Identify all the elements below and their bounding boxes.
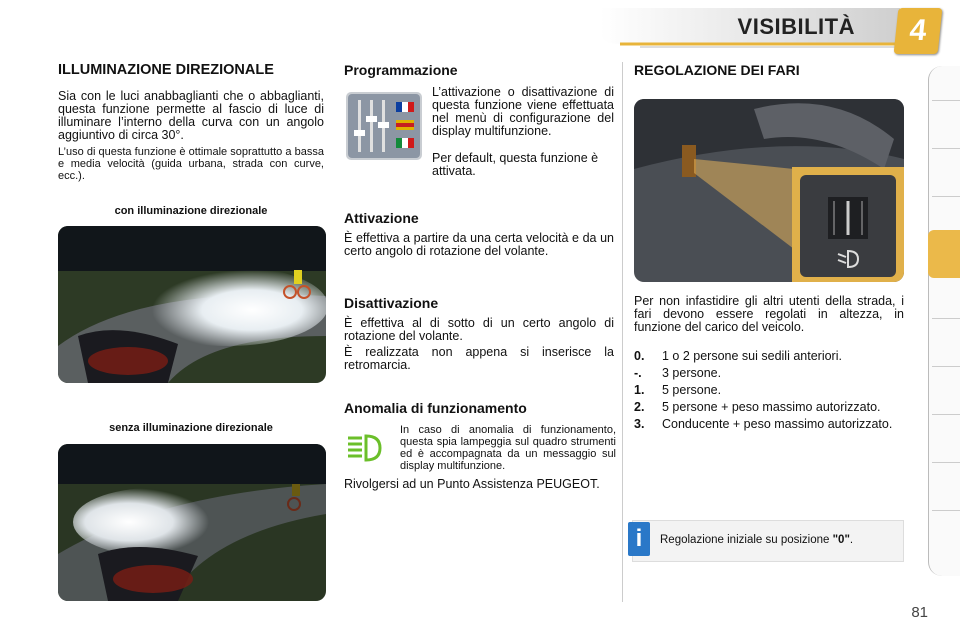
list-item-value: 1 o 2 persone sui sedili anteriori.: [662, 349, 842, 363]
list-item: [634, 401, 904, 414]
list-item-key: 1.: [634, 383, 645, 397]
column-divider: [622, 62, 623, 602]
headlamp-intro-text: Per non infastidire gli altri utenti della strada, i fari devono essere regolati in altezza, in funzione del carico del veicolo.: [634, 294, 904, 334]
programming-text: L’attivazione o disattivazione di questa funzione viene effettuata nel menù di configurazione del display multifunzione.: [432, 85, 614, 138]
list-item: [634, 384, 904, 397]
list-item: [634, 350, 904, 363]
chapter-number-badge: 4: [894, 8, 943, 54]
caption-without-directional: senza illuminazione direzionale: [109, 422, 273, 434]
tab-divider: [932, 148, 960, 149]
malfunction-contact-text: Rivolgersi ad un Punto Assistenza PEUGEOT.: [344, 477, 600, 491]
section-title-activation: Attivazione: [344, 210, 419, 226]
photo-without-directional-lighting: [58, 444, 326, 601]
chapter-title: VISIBILITÀ: [737, 14, 855, 39]
list-item: [634, 418, 904, 431]
directional-intro-text: Sia con le luci anabbaglianti che o abbaglianti, questa funzione permette al fascio di luce di illuminare l’interno della curva con un angolo aggiuntivo di circa 30°.: [58, 89, 324, 142]
chapter-tab-active[interactable]: [928, 230, 960, 278]
photo-with-directional-lighting: [58, 226, 326, 383]
section-title-deactivation: Disattivazione: [344, 295, 439, 311]
info-note-label: Regolazione iniziale su posizione: [660, 534, 833, 546]
page-number: 81: [911, 604, 928, 621]
chapter-tabs-rail: [928, 66, 960, 576]
programming-default-text: Per default, questa funzione è attivata.: [432, 151, 599, 178]
list-item-key: 2.: [634, 400, 645, 414]
directional-usage-text: L’uso di questa funzione è ottimale soprattutto a bassa e media velocità (guida urbana, strada con curve, ecc.).: [58, 146, 324, 182]
section-title-headlamp-adjustment: REGOLAZIONE DEI FARI: [634, 62, 800, 78]
tab-divider: [932, 414, 960, 415]
tab-divider: [932, 462, 960, 463]
activation-text: È effettiva a partire da una certa velocità e da un certo angolo di rotazione del volante.: [344, 231, 614, 258]
list-item: [634, 367, 904, 380]
settings-sliders-flags-icon: [346, 92, 422, 160]
list-item-key: -.: [634, 366, 642, 380]
deactivation-text-2: È realizzata non appena si inserisce la retromarcia.: [344, 345, 614, 372]
list-item-key: 0.: [634, 349, 645, 363]
list-item-value: Conducente + peso massimo autorizzato.: [662, 417, 893, 431]
tab-divider: [932, 100, 960, 101]
tab-divider: [932, 196, 960, 197]
tab-divider: [932, 510, 960, 511]
info-note-end: .: [849, 534, 854, 546]
list-item-value: 5 persone.: [662, 383, 722, 397]
deactivation-text-1: È effettiva al di sotto di un certo angolo di rotazione del volante.: [344, 316, 614, 343]
info-icon: i: [628, 522, 650, 556]
list-item-key: 3.: [634, 417, 645, 431]
load-positions-list: [634, 350, 904, 431]
info-note-text: [660, 534, 853, 546]
section-title-programming: Programmazione: [344, 62, 458, 78]
caption-with-directional: con illuminazione direzionale: [114, 205, 268, 217]
malfunction-text: In caso di anomalia di funzionamento, questa spia lampeggia sul quadro strumenti ed è accompagnata da un messaggio sul display multifunzione.: [400, 424, 616, 472]
tab-divider: [932, 318, 960, 319]
section-title-directional: ILLUMINAZIONE DIREZIONALE: [58, 62, 274, 78]
info-note-value: "0": [832, 534, 850, 546]
list-item-value: 5 persone + peso massimo autorizzato.: [662, 400, 881, 414]
headlamp-warning-light-icon: [344, 428, 390, 468]
list-item-value: 3 persone.: [662, 366, 722, 380]
section-title-malfunction: Anomalia di funzionamento: [344, 400, 527, 416]
tab-divider: [932, 366, 960, 367]
photo-headlamp-adjustment-dial: [634, 99, 904, 282]
